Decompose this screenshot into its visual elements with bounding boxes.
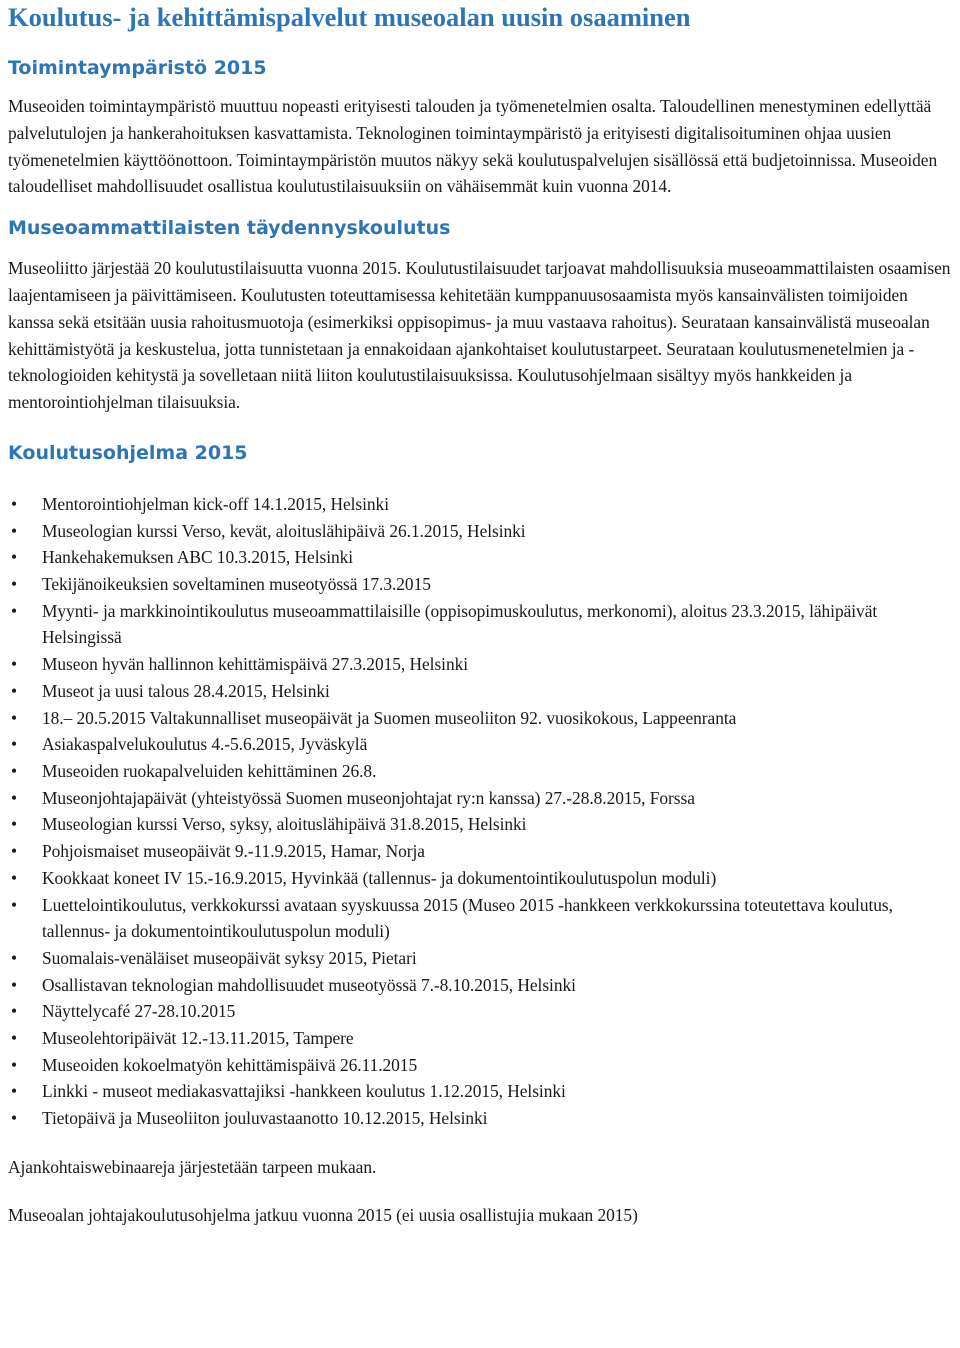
- bullet-icon: •: [10, 867, 18, 888]
- bullet-icon: •: [10, 520, 18, 541]
- program-item-text: Linkki - museot mediakasvattajiksi -hankkeen koulutus 1.12.2015, Helsinki: [42, 1081, 566, 1102]
- program-item-text: Museologian kurssi Verso, syksy, aloituslähipäivä 31.8.2015, Helsinki: [42, 814, 527, 835]
- program-list-item: [8, 678, 956, 705]
- program-list-item: [8, 705, 956, 732]
- program-item-text: Museoiden kokoelmatyön kehittämispäivä 26.11.2015: [42, 1054, 418, 1075]
- bullet-icon: •: [10, 600, 18, 621]
- program-item-text: 18.– 20.5.2015 Valtakunnalliset museopäivät ja Suomen museoliiton 92. vuosikokous, Lappeenranta: [42, 707, 737, 728]
- program-list-item: [8, 865, 956, 892]
- program-list-item: [8, 972, 956, 999]
- program-item-text: Hankehakemuksen ABC 10.3.2015, Helsinki: [42, 547, 354, 568]
- program-list-item: [8, 1025, 956, 1052]
- bullet-icon: •: [10, 1054, 18, 1075]
- bullet-icon: •: [10, 680, 18, 701]
- program-list-item: [8, 1078, 956, 1105]
- program-list-item: [8, 1105, 956, 1132]
- program-list-item: [8, 491, 956, 518]
- program-item-text: Suomalais-venäläiset museopäivät syksy 2015, Pietari: [42, 947, 417, 968]
- bullet-icon: •: [10, 787, 18, 808]
- program-item-text: Osallistavan teknologian mahdollisuudet museotyössä 7.-8.10.2015, Helsinki: [42, 974, 576, 995]
- bullet-icon: •: [10, 707, 18, 728]
- program-list-item: [8, 731, 956, 758]
- page-title: Koulutus- ja kehittämispalvelut museoalan uusin osaaminen: [8, 2, 691, 32]
- program-item-text: Mentorointiohjelman kick-off 14.1.2015, Helsinki: [42, 493, 389, 514]
- program-list-item: [8, 811, 956, 838]
- paragraph-training: Museoliitto järjestää 20 koulutustilaisuutta vuonna 2015. Koulutustilaisuudet tarjoavat mahdollisuuksia museoammattilaisten osaamisen laajentamiseen ja päivittämiseen. Koulutusten toteuttamisessa kehitetään kumppanuusosaamista myös kansainvälisten toimijoiden kanssa sekä etsitään uusia rahoitusmuotoja (esimerkiksi oppisopimus- ja muu vastaava rahoitus). Seurataan kansainvälistä museoalan kehittämistyötä ja keskustelua, jotta tunnistetaan ja ennakoidaan ajankohtaiset koulutustarpeet. Seurataan koulutusmenetelmien ja -teknologioiden kehitystä ja sovelletaan niitä liiton koulutustilaisuuksissa. Koulutusohjelmaan sisältyy myös hankkeiden ja mentorointiohjelman tilaisuuksia.: [8, 258, 951, 413]
- program-list-item: [8, 651, 956, 678]
- program-item-text: Museologian kurssi Verso, kevät, aloituslähipäivä 26.1.2015, Helsinki: [42, 520, 526, 541]
- bullet-icon: •: [10, 1001, 18, 1022]
- program-list-item: [8, 518, 956, 545]
- program-item-text: Museon hyvän hallinnon kehittämispäivä 27.3.2015, Helsinki: [42, 654, 469, 675]
- program-item-text: Pohjoismaiset museopäivät 9.-11.9.2015, Hamar, Norja: [42, 841, 425, 862]
- program-item-text: Myynti- ja markkinointikoulutus museoammattilaisille (oppisopimuskoulutus, merkonomi), aloitus 23.3.2015, lähipäivät Helsingissä: [42, 600, 878, 648]
- bullet-icon: •: [10, 547, 18, 568]
- bullet-icon: •: [10, 654, 18, 675]
- program-item-text: Museonjohtajapäivät (yhteistyössä Suomen museonjohtajat ry:n kanssa) 27.-28.8.2015, Forssa: [42, 787, 695, 808]
- bullet-icon: •: [10, 974, 18, 995]
- program-item-text: Museot ja uusi talous 28.4.2015, Helsinki: [42, 680, 330, 701]
- bullet-icon: •: [10, 1108, 18, 1129]
- bullet-icon: •: [10, 814, 18, 835]
- program-list-item: [8, 758, 956, 785]
- bullet-icon: •: [10, 1081, 18, 1102]
- bullet-icon: •: [10, 947, 18, 968]
- bullet-icon: •: [10, 894, 18, 915]
- bullet-icon: •: [10, 761, 18, 781]
- program-item-text: Museoiden ruokapalveluiden kehittäminen 26.8.: [42, 761, 377, 781]
- program-item-text: Kookkaat koneet IV 15.-16.9.2015, Hyvinkää (tallennus- ja dokumentointikoulutuspolun moduli): [42, 867, 717, 888]
- paragraph-environment: Museoiden toimintaympäristö muuttuu nopeasti erityisesti talouden ja työmenetelmien osalta. Taloudellinen menestyminen edellyttää palvelutulojen ja hankerahoituksen kasvattamista. Teknologinen toimintaympäristö ja erityisesti digitalisoituminen ohjaa uusien työmenetelmien käyttöönottoon. Toimintaympäristön muutos näkyy sekä koulutuspalvelujen sisällössä että budjetoinnissa. Museoiden taloudelliset mahdollisuudet osallistua koulutustilaisuuksiin on vähäisemmät kuin vuonna 2014.: [8, 96, 938, 197]
- program-item-text: Tietopäivä ja Museoliiton jouluvastaanotto 10.12.2015, Helsinki: [42, 1108, 488, 1129]
- program-list: [8, 491, 956, 1132]
- bullet-icon: •: [10, 574, 18, 595]
- program-list-item: [8, 1052, 956, 1079]
- heading-training: Museoammattilaisten täydennyskoulutus: [8, 217, 451, 240]
- program-item-text: Näyttelycafé 27-28.10.2015: [42, 1001, 236, 1022]
- bullet-icon: •: [10, 841, 18, 862]
- program-item-text: Museolehtoripäivät 12.-13.11.2015, Tampere: [42, 1028, 354, 1049]
- program-list-item: [8, 998, 956, 1025]
- program-item-text: Luettelointikoulutus, verkkokurssi avataan syyskuussa 2015 (Museo 2015 -hankkeen verkkokurssina toteutettava koulutus, tallennus- ja dokumentointikoulutuspolun moduli): [42, 894, 893, 942]
- bullet-icon: •: [10, 734, 18, 755]
- heading-program: Koulutusohjelma 2015: [8, 441, 248, 464]
- program-list-item: [8, 892, 956, 945]
- heading-environment: Toimintaympäristö 2015: [8, 57, 267, 79]
- program-list-item: [8, 598, 956, 651]
- program-list-item: [8, 838, 956, 865]
- program-item-text: Tekijänoikeuksien soveltaminen museotyössä 17.3.2015: [42, 574, 431, 595]
- program-list-item: [8, 544, 956, 571]
- program-list-item: [8, 571, 956, 598]
- note-webinars: Ajankohtaiswebinaareja järjestetään tarpeen mukaan.: [8, 1156, 377, 1177]
- note-leadership-program: Museoalan johtajakoulutusohjelma jatkuu vuonna 2015 (ei uusia osallistujia mukaan 2015): [8, 1204, 638, 1225]
- bullet-icon: •: [10, 1028, 18, 1049]
- program-list-item: [8, 945, 956, 972]
- program-item-text: Asiakaspalvelukoulutus 4.-5.6.2015, Jyväskylä: [42, 734, 368, 755]
- program-list-item: [8, 785, 956, 812]
- document-page: [8, 0, 956, 1228]
- bullet-icon: •: [10, 493, 18, 514]
